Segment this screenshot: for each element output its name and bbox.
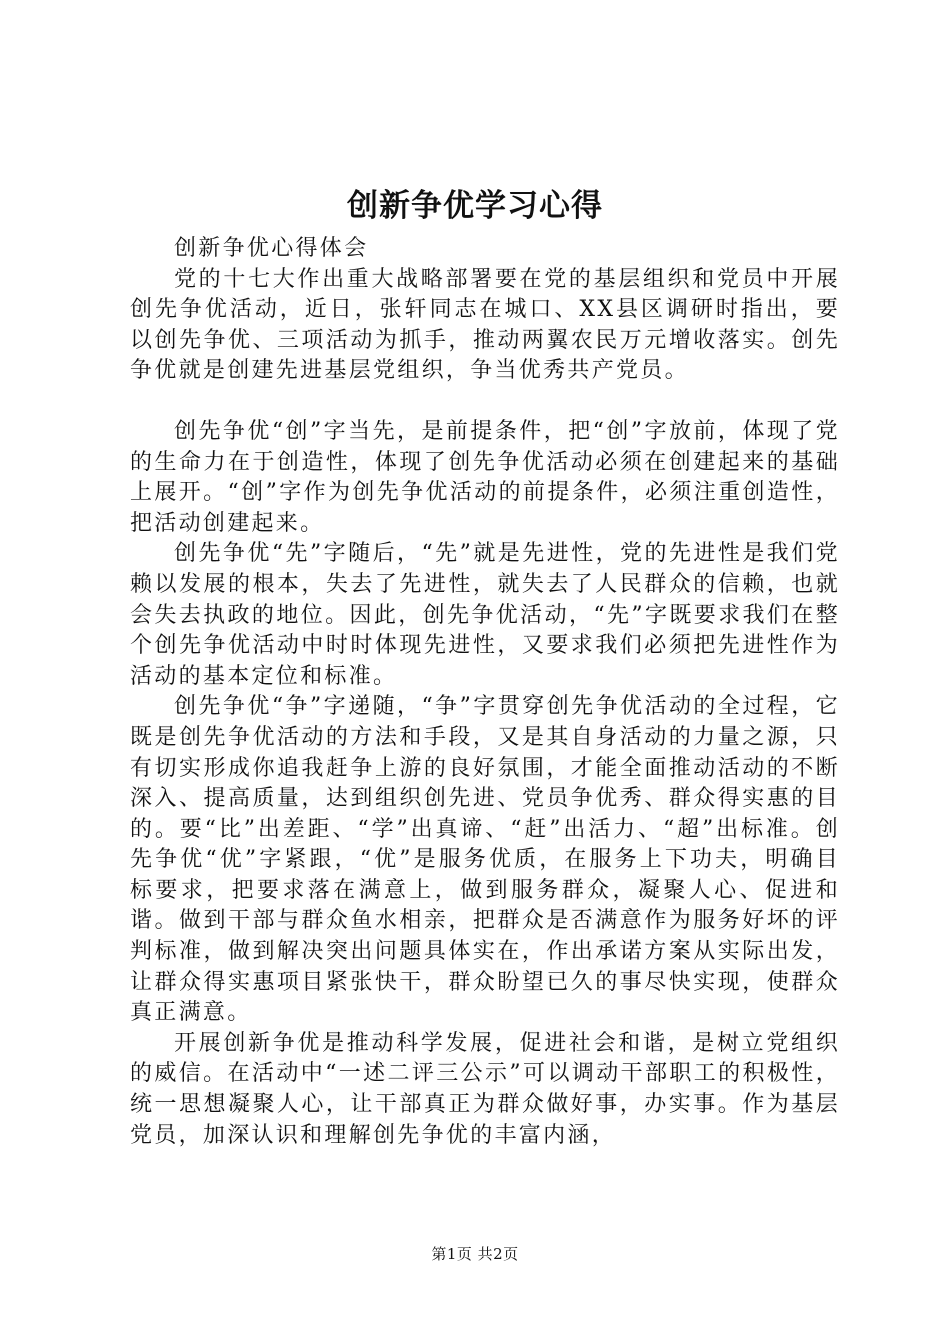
paragraph-chuang: 创先争优“创”字当先，是前提条件，把“创”字放前，体现了党的生命力在于创造性，体现了创先争优活动必须在创建起来的基础上展开。“创”字作为创先争优活动的前提条件，必须注重创造性，把活动创建起来。: [130, 418, 840, 536]
paragraph-zheng-you: 创先争优“争”字递随，“争”字贯穿创先争优活动的全过程，它既是创先争优活动的方法和手段，又是其自身活动的力量之源，只有切实形成你追我赶争上游的良好氛围，才能全面推动活动的不断深入、提高质量，达到组织创先进、党员争优秀、群众得实惠的目的。要“比”出差距、“学”出真谛、“赶”出活力、“超”出标准。创先争优“优”字紧跟，“优”是服务优质，在服务上下功夫，明确目标要求，把要求落在满意上，做到服务群众，凝聚人心、促进和谐。做到干部与群众鱼水相亲，把群众是否满意作为服务好坏的评判标准，做到解决突出问题具体实在，作出承诺方案从实际出发，让群众得实惠项目紧张快干，群众盼望已久的事尽快实现，使群众真正满意。: [130, 694, 840, 1026]
paragraph-intro: 党的十七大作出重大战略部署要在党的基层组织和党员中开展创先争优活动，近日，张轩同志在城口、XX县区调研时指出，要以创先争优、三项活动为抓手，推动两翼农民万元增收落实。创先争优就是创建先进基层党组织，争当优秀共产党员。: [130, 266, 840, 384]
page-footer: 第1页 共2页: [431, 1245, 519, 1263]
document-title: 创新争优学习心得: [347, 188, 603, 224]
paragraph-xian: 创先争优“先”字随后，“先”就是先进性，党的先进性是我们党赖以发展的根本，失去了先进性，就失去了人民群众的信赖，也就会失去执政的地位。因此，创先争优活动，“先”字既要求我们在整个创先争优活动中时时体现先进性，又要求我们必须把先进性作为活动的基本定位和标准。: [130, 541, 840, 689]
document-subtitle: 创新争优心得体会: [174, 236, 369, 261]
paragraph-kaizhan: 开展创新争优是推动科学发展，促进社会和谐，是树立党组织的威信。在活动中“一述二评三公示”可以调动干部职工的积极性，统一思想凝聚人心，让干部真正为群众做好事，办实事。作为基层党员，加深认识和理解创先争优的丰富内涵，: [130, 1030, 840, 1148]
document-body: [130, 234, 840, 1151]
